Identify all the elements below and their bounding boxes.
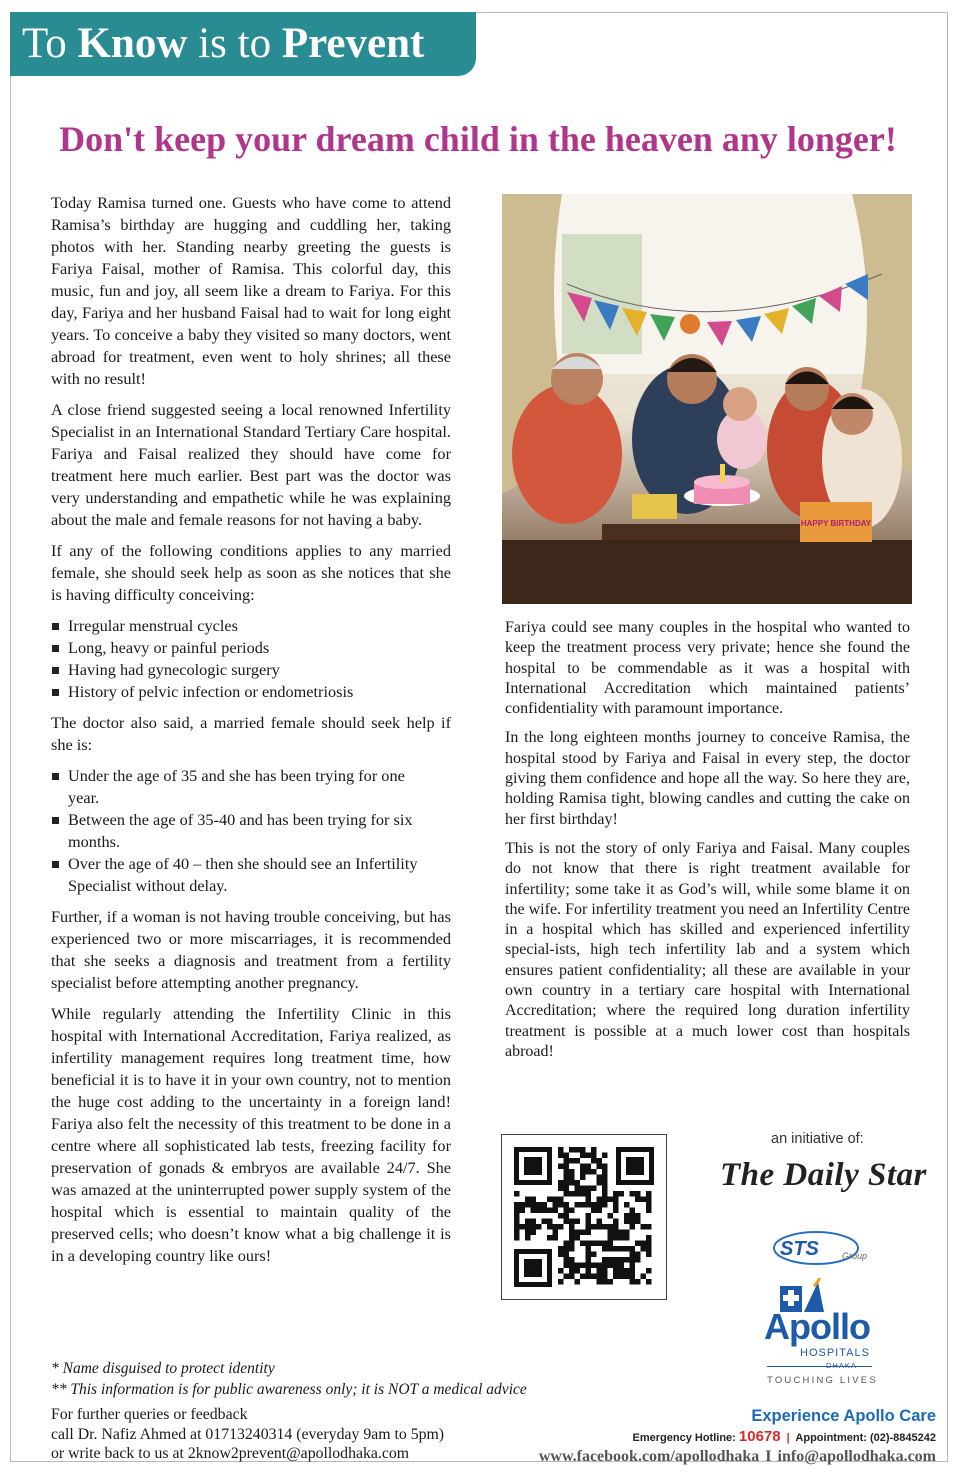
initiative-label: an initiative of: — [771, 1131, 864, 1147]
paragraph: Fariya could see many couples in the hospital who wanted to keep the treatment process very private; hence she found the hospital to be commendable as it was a hospital with International Accreditation which maintained patients’ confidentiality with paramount importance. — [505, 619, 910, 718]
qr-code-pattern — [502, 1135, 666, 1299]
divider: | — [786, 1432, 790, 1444]
sts-group-label: Group — [842, 1251, 868, 1261]
hotline-number[interactable]: 10678 — [738, 1428, 781, 1445]
headline: Don't keep your dream child in the heaven any longer! — [59, 119, 897, 159]
queries-line: or write back to us at 2know2prevent@apollodhaka.com — [51, 1445, 410, 1462]
paragraph: The doctor also said, a married female should seek help if she is: — [51, 713, 451, 754]
apollo-logo-text: Apollo — [764, 1306, 870, 1347]
apollo-tagline: TOUCHING LIVES — [767, 1375, 878, 1386]
birthday-scene-illustration — [502, 194, 912, 604]
paragraph: This is not the story of only Fariya and Faisal. Many couples do not know that there is right treatment available for infertility; some take it as God’s will, while some blame it on the wife. For infertility treatment you need an Infertility Centre in a hospital which has skilled and experienced infertility special-ists, high tech infertility lab and a system which ensures patient confidentiality; all these are available in your own country in a tertiary care hospital with International Accreditation; where the required long duration infertility treatment is possible at a much lower cost than hospitals abroad! — [505, 839, 910, 1060]
paragraph: Today Ramisa turned one. Guests who have come to attend Ramisa’s birthday are hugging and cuddling her, taking photos with her. Standing nearby greeting the guests is Fariya Faisal, mother of Ramisa. This colorful day, this music, fun and joy, all seem like a dream to Fariya. For this day, Fariya and her husband Faisal had to wait for long eight years. To conceive a baby they visited so many doctors, went abroad for treatment, even went to holy shrines; all these with no result! — [51, 193, 451, 388]
queries-line: For further queries or feedback — [51, 1406, 248, 1423]
list-item: Under the age of 35 and she has been trying for one year. — [51, 765, 439, 809]
list-item: Long, heavy or painful periods — [51, 637, 451, 659]
sts-group-logo — [772, 1228, 882, 1275]
list-item: Over the age of 40 – then she should see an Infertility Specialist without delay. — [51, 853, 439, 897]
queries-line: call Dr. Nafiz Ahmed at 01713240314 (everyday 9am to 5pm) — [51, 1425, 445, 1443]
paragraph: If any of the following conditions applies to any married female, she should seek help as soon as she notices that she is having difficulty conceiving: — [51, 541, 451, 604]
apollo-city-text: DHAKA — [826, 1361, 857, 1370]
sts-name: STS — [780, 1238, 819, 1260]
paragraph: A close friend suggested seeing a local renowned Infertility Specialist in an International Standard Tertiary Care hospital. Fariya and Faisal realized they should have come for treatment here much earlier. Best part was the doctor was very understanding and empathetic while he was explaining about the male and female reasons for not having a baby. — [51, 400, 451, 529]
paragraph: While regularly attending the Infertility Clinic in this hospital with International Accreditation, Fariya realized, as infertility management requires long treatment time, how beneficial it is to have it in your own country, not to mention the huge cost adding to the uncertainty in a foreign land! Fariya also felt the necessity of this treatment to be done in a centre where all sophisticated lab tests, freezing facility for preservation of gonads & embryos are available 24/7. She was amazed at the uninterrupted power supply system of the hospital which is essential to maintain quality of the preserved cells; who doesn’t know what a big challenge it is in a developing country like ours! — [51, 1004, 451, 1265]
qr-code[interactable] — [501, 1134, 667, 1300]
list-item: Between the age of 35-40 and has been trying for six months. — [51, 809, 439, 853]
left-column — [51, 192, 451, 1276]
link-separator: I — [765, 1448, 772, 1465]
birthday-photo — [502, 194, 912, 604]
footnote-2: ** This information is for public awareness only; it is NOT a medical advice — [51, 1381, 527, 1398]
paragraph: In the long eighteen months journey to conceive Ramisa, the hospital stood by Fariya and Faisal in every step, the doctor giving them confidence and hope all the way. So here they are, holding Ramisa tight, blowing candles and cutting the cake on her first birthday! — [505, 729, 910, 828]
list-item: Having had gynecologic surgery — [51, 659, 451, 681]
hotline-line — [633, 1428, 936, 1445]
cake-topper-text: HAPPY BIRTHDAY — [800, 519, 872, 528]
appointment-number[interactable]: Appointment: (02)-8845242 — [795, 1432, 936, 1444]
facebook-link[interactable]: www.facebook.com/apollodhaka — [538, 1448, 760, 1465]
experience-tagline: Experience Apollo Care — [751, 1407, 936, 1425]
queries-block — [51, 1405, 444, 1464]
paragraph: Further, if a woman is not having trouble conceiving, but has experienced two or more miscarriages, it is recommended that she seeks a diagnosis and treatment from a fertility specialist before attempting another pregnancy. — [51, 907, 451, 992]
conditions-list — [51, 615, 451, 703]
apollo-hospitals-text: HOSPITALS — [800, 1347, 870, 1359]
list-item: Irregular menstrual cycles — [51, 615, 451, 637]
list-item: History of pelvic infection or endometriosis — [51, 681, 451, 703]
series-banner: To Know is to Prevent — [10, 12, 476, 76]
hotline-label: Emergency Hotline: — [632, 1432, 736, 1444]
right-column — [505, 618, 910, 1071]
daily-star-logo: The Daily Star — [720, 1157, 927, 1193]
age-list — [51, 765, 451, 897]
web-links — [539, 1448, 936, 1466]
footnote-1: * Name disguised to protect identity — [51, 1360, 275, 1377]
email-link[interactable]: info@apollodhaka.com — [777, 1448, 936, 1465]
